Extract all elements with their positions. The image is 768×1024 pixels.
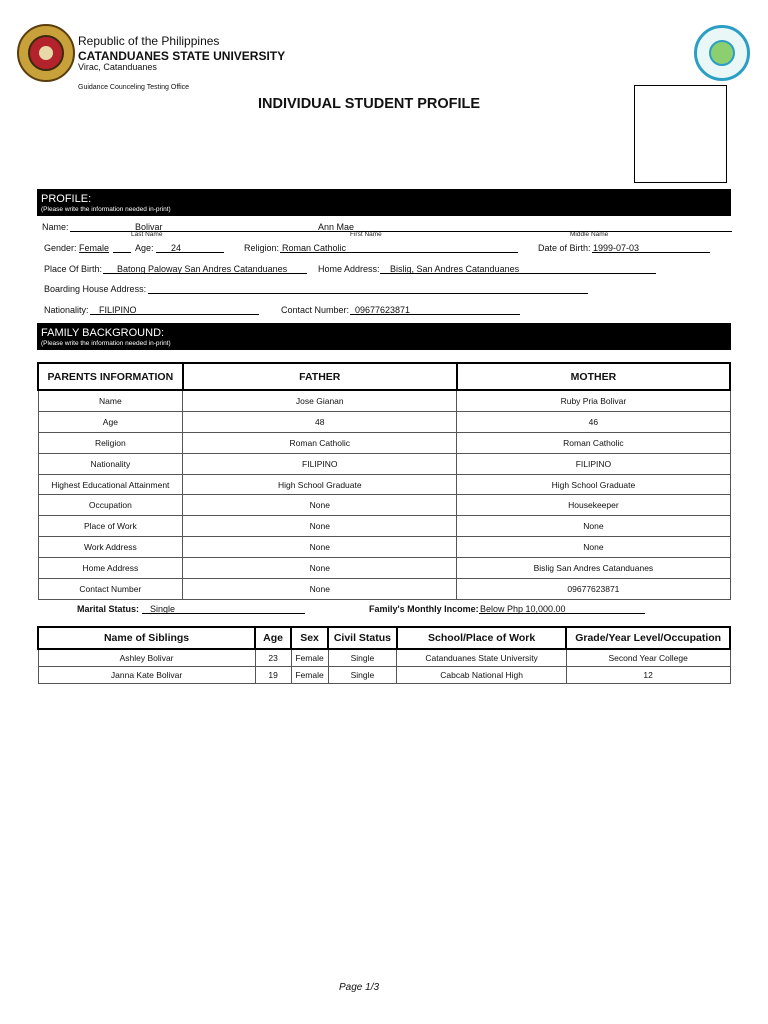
sibling-sex[interactable]: Female [291,667,328,684]
sibling-civil-status[interactable]: Single [328,667,397,684]
father-value[interactable]: High School Graduate [183,474,457,495]
dob-line [592,252,710,253]
father-value[interactable]: None [183,558,457,579]
gender-value[interactable]: Female [79,243,110,253]
mother-value[interactable]: High School Graduate [457,474,730,495]
row-label: Work Address [38,537,183,558]
family-section-note: (Please write the information needed in-print) [41,340,171,347]
parents-table [37,362,731,600]
table-row [38,453,730,474]
row-label: Name [38,390,183,411]
name-line [70,231,732,232]
income-label: Family's Monthly Income: [369,604,479,614]
father-value[interactable]: None [183,537,457,558]
profile-section-bar [37,189,731,216]
mother-value[interactable]: 46 [457,411,730,432]
row-label: Place of Work [38,516,183,537]
last-name-sublabel: Last Name [131,231,163,238]
nationality-line [90,314,259,315]
sibling-grade[interactable]: Second Year College [566,649,730,667]
marital-status-label: Marital Status: [77,604,140,614]
last-name-value[interactable]: Bolivar [135,222,163,232]
income-line [479,613,645,614]
guidance-office-logo-icon [694,25,750,81]
office-name: Guidance Counceling Testing Office [78,84,190,91]
photo-box [634,85,727,183]
dob-value[interactable]: 1999-07-03 [593,243,640,253]
table-row [38,516,730,537]
mother-value[interactable]: Roman Catholic [457,432,730,453]
sibling-school[interactable]: Cabcab National High [397,667,566,684]
middle-name-sublabel: Middle Name [570,231,609,238]
religion-line [280,252,518,253]
father-value[interactable]: None [183,495,457,516]
name-label: Name: [42,222,69,232]
dob-label: Date of Birth: [538,243,591,253]
row-label: Religion [38,432,183,453]
marital-status-value[interactable]: Single [150,604,176,614]
table-row [38,390,730,411]
religion-value[interactable]: Roman Catholic [282,243,347,253]
table-row [38,558,730,579]
father-value[interactable]: None [183,579,457,600]
page-title: INDIVIDUAL STUDENT PROFILE [258,96,481,112]
profile-section-title: PROFILE: [41,193,92,205]
sibling-sex[interactable]: Female [291,649,328,667]
age-label: Age: [135,243,154,253]
religion-label: Religion: [244,243,280,253]
income-value[interactable]: Below Php 10,000.00 [480,604,566,614]
table-row [38,432,730,453]
mother-value[interactable]: FILIPINO [457,453,730,474]
university-name: CATANDUANES STATE UNIVERSITY [78,49,286,63]
profile-section-note: (Please write the information needed in-print) [41,206,171,213]
age-line [156,252,224,253]
table-row [38,667,730,684]
table-row [38,649,730,667]
sibling-name[interactable]: Janna Kate Bolivar [38,667,255,684]
contact-value[interactable]: 09677623871 [355,305,411,315]
siblings-table [37,626,731,684]
table-row [38,537,730,558]
family-section-title: FAMILY BACKGROUND: [41,327,165,339]
mother-value[interactable]: Ruby Pria Bolivar [457,390,730,411]
university-seal-icon [17,24,75,82]
home-address-label: Home Address: [318,264,380,274]
siblings-header-civil-status: Civil Status [328,627,397,649]
table-row [38,579,730,600]
table-row [38,474,730,495]
university-location: Virac, Catanduanes [78,62,157,72]
gender-label: Gender: [44,243,77,253]
pob-line [103,273,307,274]
table-row [38,411,730,432]
father-value[interactable]: 48 [183,411,457,432]
republic-text: Republic of the Philippines [78,34,220,48]
parents-header-mother: MOTHER [457,363,730,390]
pob-label: Place Of Birth: [44,264,103,274]
row-label: Contact Number [38,579,183,600]
parents-header-info: PARENTS INFORMATION [38,363,183,390]
father-value[interactable]: None [183,516,457,537]
row-label: Home Address [38,558,183,579]
marital-status-line [142,613,305,614]
pob-value[interactable]: Batong Paloway San Andres Catanduanes [117,264,288,274]
age-value[interactable]: 24 [171,243,182,253]
nationality-label: Nationality: [44,305,89,315]
boarding-address-line [148,293,588,294]
gender-line [113,252,131,253]
mother-value[interactable]: Housekeeper [457,495,730,516]
first-name-sublabel: First Name [350,231,382,238]
mother-value[interactable]: None [457,516,730,537]
contact-line [350,314,520,315]
first-name-value[interactable]: Ann Mae [318,222,355,232]
nationality-value[interactable]: FILIPINO [99,305,137,315]
father-value[interactable]: Roman Catholic [183,432,457,453]
sibling-age[interactable]: 23 [255,649,291,667]
family-section-bar [37,323,731,350]
row-label: Nationality [38,453,183,474]
mother-value[interactable]: 09677623871 [457,579,730,600]
father-value[interactable]: FILIPINO [183,453,457,474]
row-label: Age [38,411,183,432]
home-address-line [380,273,656,274]
parents-header-father: FATHER [183,363,457,390]
sibling-civil-status[interactable]: Single [328,649,397,667]
contact-label: Contact Number: [281,305,350,315]
siblings-header-name: Name of Siblings [38,627,255,649]
sibling-age[interactable]: 19 [255,667,291,684]
boarding-address-label: Boarding House Address: [44,284,147,294]
mother-value[interactable]: Bislig San Andres Catanduanes [457,558,730,579]
sibling-name[interactable]: Ashley Bolivar [38,649,255,667]
siblings-header-sex: Sex [291,627,328,649]
home-address-value[interactable]: Bislig, San Andres Catanduanes [390,264,520,274]
table-row [38,495,730,516]
mother-value[interactable]: None [457,537,730,558]
sibling-grade[interactable]: 12 [566,667,730,684]
row-label: Highest Educational Attainment [38,474,183,495]
siblings-header-school: School/Place of Work [397,627,566,649]
sibling-school[interactable]: Catanduanes State University [397,649,566,667]
siblings-header-grade: Grade/Year Level/Occupation [566,627,730,649]
siblings-header-age: Age [255,627,291,649]
father-value[interactable]: Jose Gianan [183,390,457,411]
page-number: Page 1/3 [339,982,380,993]
row-label: Occupation [38,495,183,516]
